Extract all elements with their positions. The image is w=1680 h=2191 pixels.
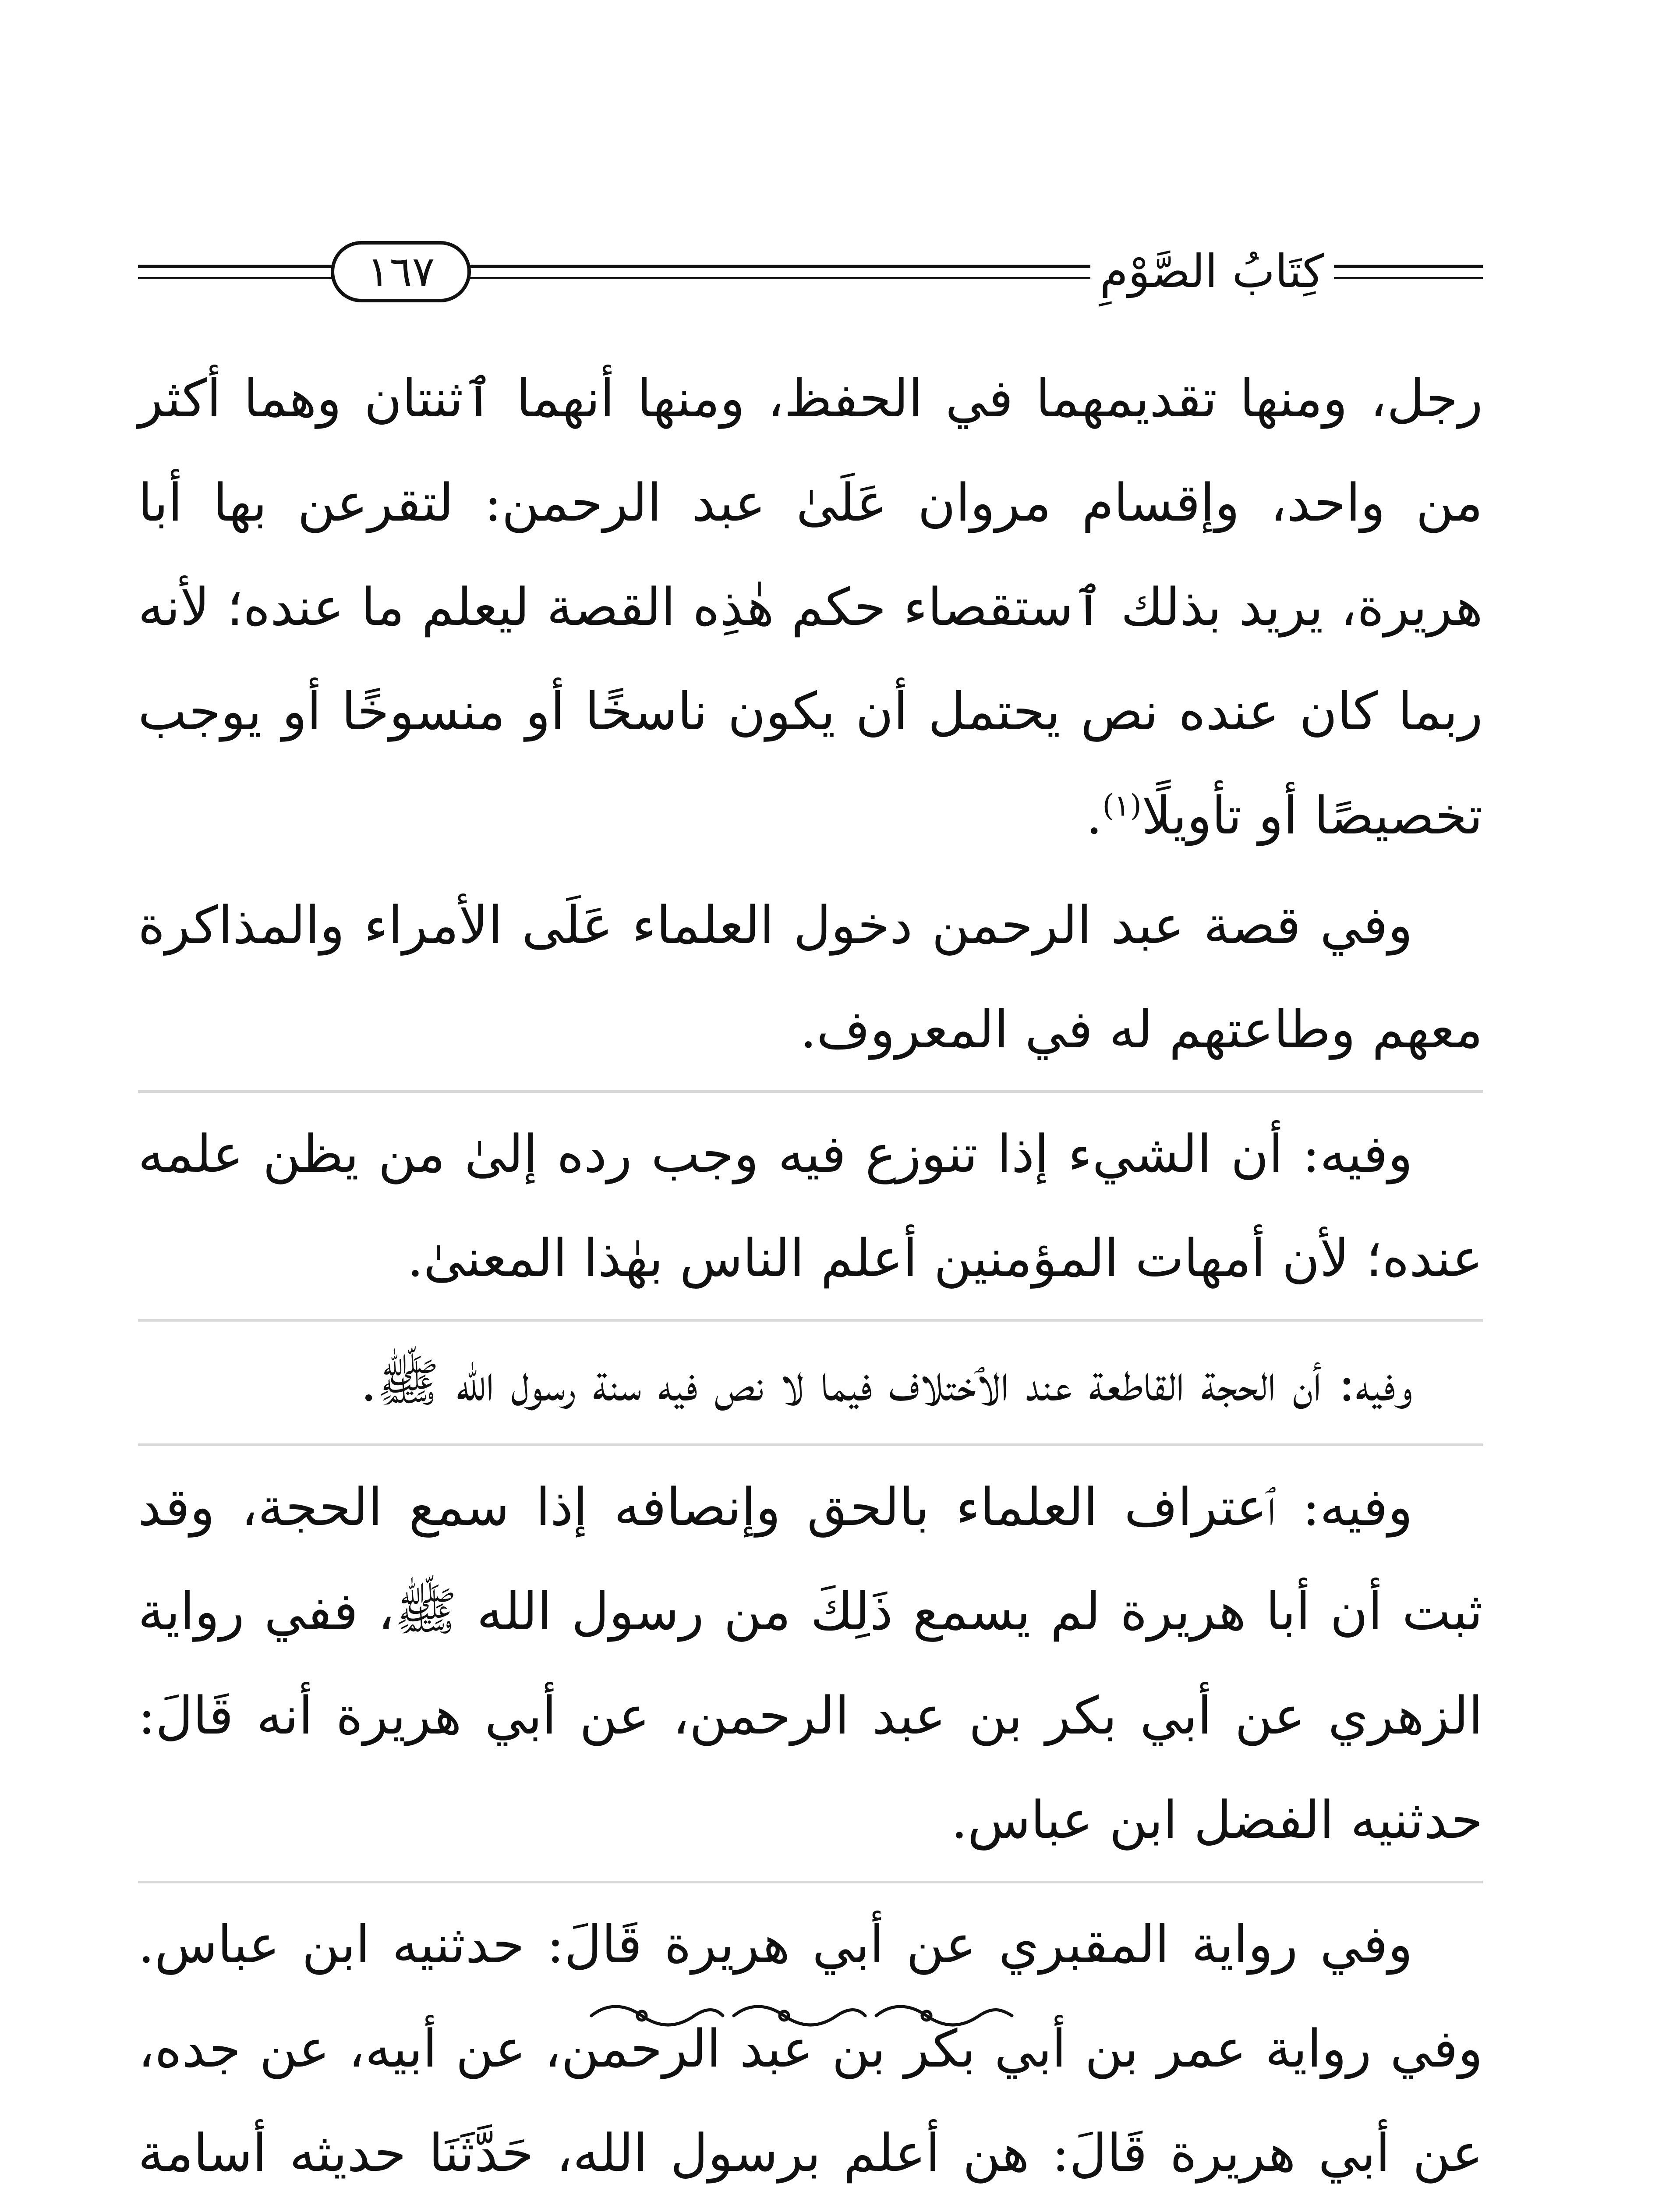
paragraph-separator <box>138 1319 1483 1322</box>
paragraph-2-text: وفي قصة عبد الرحمن دخول العلماء عَلَى الأمراء والمذاكرة معهم وطاعتهم له في المعروف. <box>138 895 1483 1060</box>
section-ornament-icon <box>583 1998 1021 2033</box>
main-text <box>138 346 1483 2191</box>
paragraph-3 <box>138 1102 1483 1310</box>
footnote-mark-1: (١) <box>1102 788 1142 823</box>
running-head: كِتَابُ الصَّوْمِ <box>1090 245 1334 298</box>
paragraph-1-text: رجل، ومنها تقديمهما في الحفظ، ومنها أنهما ٱثنتان وهما أكثر من واحد، وإقسام مروان عَلَىٰ عبد الرحمن: لتقرعن بها أبا هريرة، يريد بذلك ٱستقصاء حكم هٰذِه القصة ليعلم ما عنده؛ لأنه ربما كان عنده نص يحتمل أن يكون ناسخًا أو منسوخًا أو يوجب تخصيصًا أو تأويلًا <box>138 368 1483 846</box>
paragraph-4 <box>138 1330 1483 1435</box>
paragraph-separator <box>138 1881 1483 1883</box>
paragraph-3-text: وفيه: أن الشيء إذا تنوزع فيه وجب رده إلىٰ من يظن علمه عنده؛ لأن أمهات المؤمنين أعلم الناس بهٰذا المعنىٰ. <box>138 1124 1483 1288</box>
paragraph-4-text: وفيه: أن الحجة القاطعة عند الٱختلاف فيما لا نص فيه سنة رسول الله ﷺ. <box>360 1352 1413 1413</box>
paragraph-2 <box>138 873 1483 1081</box>
paragraph-separator <box>138 1090 1483 1093</box>
paragraph-separator <box>138 1443 1483 1446</box>
paragraph-1 <box>138 346 1483 868</box>
paragraph-6 <box>138 1892 1483 2191</box>
page-number: ١٦٧ <box>367 247 435 296</box>
paragraph-5 <box>138 1455 1483 1872</box>
paragraph-1-end: . <box>1086 785 1103 846</box>
paragraph-5-text: وفيه: ٱعتراف العلماء بالحق وإنصافه إذا سمع الحجة، وقد ثبت أن أبا هريرة لم يسمع ذَلِكَ من رسول الله ﷺ، ففي رواية الزهري عن أبي بكر بن عبد الرحمن، عن أبي هريرة أنه قَالَ: حدثنيه الفضل ابن عباس. <box>138 1477 1483 1850</box>
page-header <box>138 228 1483 316</box>
page-number-badge <box>331 241 471 302</box>
paragraph-6-text: وفي رواية المقبري عن أبي هريرة قَالَ: حدثنيه ابن عباس. وفي رواية عمر بن أبي بكر بن عبد الرحمن، عن أبيه، عن جده، عن أبي هريرة قَالَ: هن أعلم برسول الله، حَدَّثَنَا حديثه أسامة <box>138 1914 1483 2183</box>
